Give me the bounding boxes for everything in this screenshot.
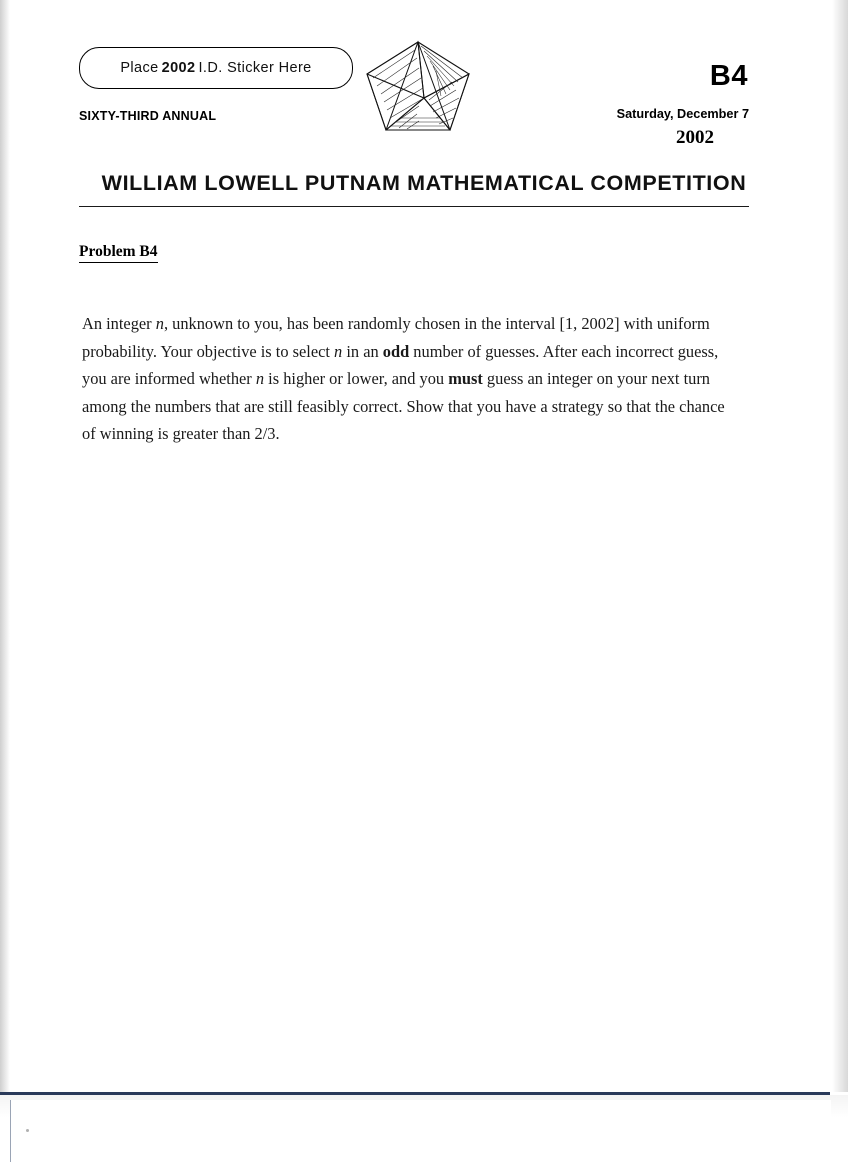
emphasis-odd: odd	[382, 341, 410, 361]
page-bottom-inner-sheet	[10, 1100, 831, 1162]
page-title: WILLIAM LOWELL PUTNAM MATHEMATICAL COMPETITION	[101, 171, 747, 195]
scan-artifact-dot	[26, 1129, 29, 1132]
statement-text-4: number of guesses. After each incorrect guess, you are informed whether	[82, 341, 719, 388]
exam-date-label: Saturday, December 7	[616, 107, 749, 121]
variable-n-2: n	[334, 341, 343, 361]
exam-year-label: 2002	[676, 127, 714, 148]
id-sticker-box	[79, 47, 353, 89]
statement-text-2: , unknown to you, has been randomly chosen in the interval [1, 2002] with uniform probability. Your objective is to select	[82, 314, 710, 361]
header-divider	[79, 206, 749, 207]
sticker-year-label: 2002	[161, 60, 196, 76]
statement-text-6: guess an integer on your next turn among the numbers that are still feasibly correct. Show that you have a strategy so that the chance of winning is greater than 2/3.	[82, 369, 725, 443]
problem-statement	[82, 310, 728, 448]
problem-code-label: B4	[709, 60, 748, 92]
emphasis-must: must	[448, 369, 483, 388]
variable-n-3: n	[255, 369, 265, 388]
page-right-shadow	[832, 0, 848, 1094]
statement-text-5: is higher or lower, and you	[264, 369, 449, 388]
sticker-prefix-label: Place	[120, 60, 159, 76]
variable-n-1: n	[155, 314, 164, 333]
sticker-suffix-label: I.D. Sticker Here	[198, 60, 312, 76]
problem-heading: Problem B4	[79, 243, 158, 263]
putnam-polyhedron-logo	[357, 38, 479, 138]
statement-text-3: in an	[342, 341, 383, 361]
statement-text-1: An integer	[82, 314, 156, 333]
annual-edition-label: SIXTY-THIRD ANNUAL	[79, 109, 217, 123]
